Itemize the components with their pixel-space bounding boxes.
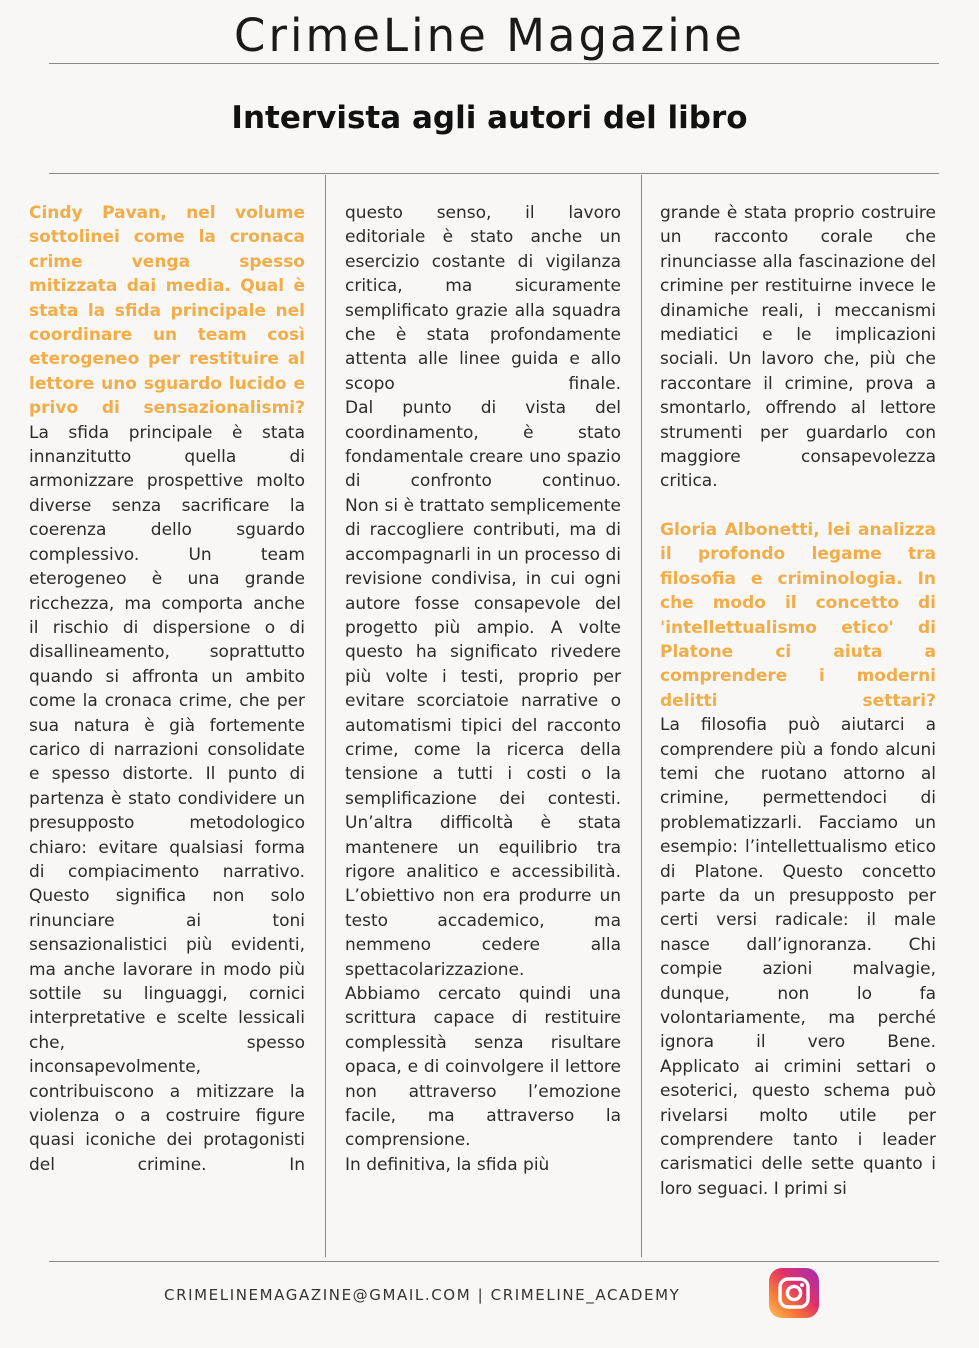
answer-paragraph: In definitiva, la sfida più	[345, 1154, 550, 1175]
footer-contact[interactable]: CRIMELINEMAGAZINE@GMAIL.COM | CRIMELINE_ACADEMY	[164, 1286, 681, 1304]
answer-paragraph: Un’altra difficoltà è stata mantenere un equilibrio tra rigore analitico e accessibilità.	[345, 813, 621, 882]
interview-answer: La filosofia può aiutarci a comprendere più a fondo alcuni temi che ruotano attorno al crimine, permettendoci di problematizzarli. Facciamo un esempio: l’intellettualismo etico di Platone. Questo concetto parte da un presupposto per certi versi radicale: il male nasce dall’ignoranza. Chi compie azioni malvagie, dunque, non lo fa volontariamente, ma perché ignora il vero Bene.	[660, 715, 936, 1053]
answer-paragraph: Non si è trattato semplicemente di raccogliere contributi, ma di accompagnarli in un processo di revisione condivisa, in cui ogni autore fosse consapevole del progetto più ampio. A volte questo ha significato rivedere più volte i testi, proprio per evitare scorciatoie narrative o automatismi tipici del racconto crime, come la ricerca della tensione a tutti i costi o la semplificazione dei contesti.	[345, 495, 621, 809]
answer-paragraph: questo senso, il lavoro editoriale è stato anche un esercizio costante di vigilanza critica, ma sicuramente semplificato grazie alla squadra che è stata profondamente attenta alle linee guida e allo scopo finale.	[345, 203, 621, 394]
article-headline: Intervista agli autori del libro	[231, 100, 748, 136]
column-separator	[325, 175, 326, 1257]
masthead-divider	[49, 63, 939, 64]
answer-paragraph: Dal punto di vista del coordinamento, è stato fondamentale creare uno spazio di confronto continuo.	[345, 398, 621, 492]
interview-question: Gloria Albonetti, lei analizza il profondo legame tra filosofia e criminologia. In che modo il concetto di 'intellettualismo etico' di Platone ci aiuta a comprendere i moderni delitti settari?	[660, 519, 936, 711]
answer-paragraph: grande è stata proprio costruire un racconto corale che rinunciasse alla fascinazione del crimine per restituirne invece le dinamiche reali, i meccanismi mediatici e le implicazioni sociali. Un lavoro che, più che raccontare il crimine, prova a smontarlo, offrendo al lettore strumenti per guardarlo con maggiore consapevolezza critica.	[660, 203, 936, 492]
interview-question: Cindy Pavan, nel volume sottolinei come la cronaca crime venga spesso mitizzata dai media. Qual è stata la sfida principale nel coordinare un team così eterogeneo per restituire al lettore uno sguardo lucido e privo di sensazionalismi?	[29, 203, 305, 419]
article-column-3	[660, 201, 936, 1201]
interview-answer: La sfida principale è stata innanzitutto quella di armonizzare prospettive molto diverse senza sacrificare la coerenza dello sguardo complessivo. Un team eterogeneo è una grande ricchezza, ma comporta anche il rischio di dispersione o di disallineamento, soprattutto quando si affronta un ambito come la cronaca crime, che per sua natura è già fortemente carico di narrazioni consolidate e spesso distorte. Il punto di partenza è stato condividere un presupposto metodologico chiaro: evitare qualsiasi forma di compiacimento narrativo. Questo significa non solo rinunciare ai toni sensazionalistici più evidenti, ma anche lavorare in modo più sottile su linguaggi, cornici interpretative e scelte lessicali che, spesso inconsapevolmente, contribuiscono a mitizzare la violenza o a costruire figure quasi iconiche dei protagonisti del crimine. In	[29, 422, 305, 1175]
masthead-title: CrimeLine Magazine	[234, 9, 745, 62]
headline-divider	[49, 173, 939, 174]
article-column-1	[29, 201, 305, 1177]
footer-divider	[49, 1261, 939, 1262]
interview-answer: Applicato ai crimini settari o esoterici, questo schema può rivelarsi molto utile per comprendere tanto i leader carismatici delle sette quanto i loro seguaci. I primi si	[660, 1056, 936, 1199]
instagram-icon[interactable]	[769, 1268, 819, 1318]
paragraph-gap	[660, 494, 936, 518]
answer-paragraph: Abbiamo cercato quindi una scrittura capace di restituire complessità senza risultare opaca, e di coinvolgere il lettore non attraverso l’emozione facile, ma attraverso la comprensione.	[345, 984, 621, 1151]
column-separator	[641, 175, 642, 1257]
answer-paragraph: L’obiettivo non era produrre un testo accademico, ma nemmeno cedere alla spettacolarizzazione.	[345, 886, 621, 980]
article-column-2	[345, 201, 621, 1177]
